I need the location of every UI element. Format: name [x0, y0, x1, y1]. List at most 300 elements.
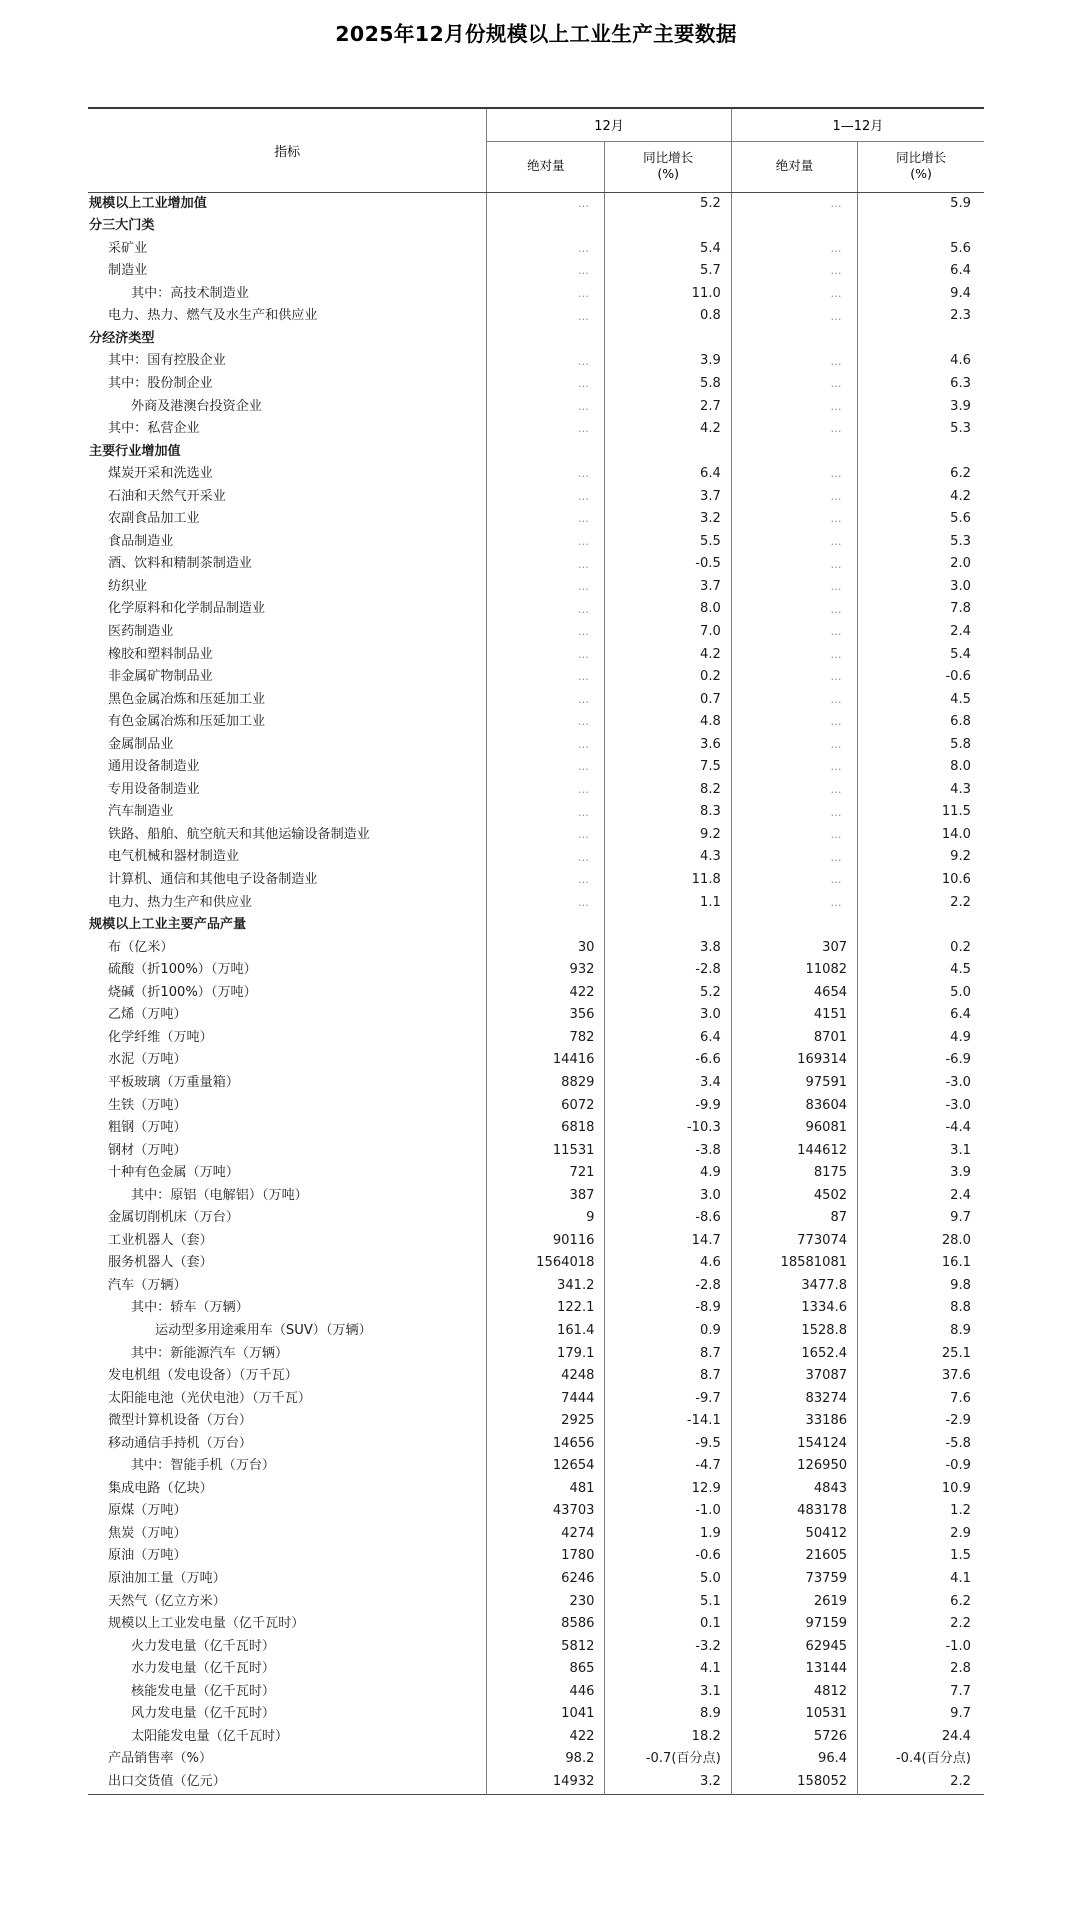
row-indicator-label: 汽车（万辆）: [88, 1275, 487, 1298]
row-indicator-label: 规模以上工业增加值: [88, 192, 487, 215]
cell-cumulative-absolute: 33186: [731, 1410, 857, 1433]
yoy-label-line1: 同比增长: [643, 150, 694, 166]
table-bottom-rule: [88, 1794, 984, 1795]
table-row: [88, 283, 984, 306]
cell-month-absolute: …: [487, 463, 605, 486]
table-row: [88, 373, 984, 396]
cell-cumulative-yoy: 9.2: [950, 849, 971, 865]
row-indicator-label: 铁路、船舶、航空航天和其他运输设备制造业: [88, 824, 487, 847]
cell-month-yoy: 3.2: [605, 1771, 731, 1794]
cell-month-absolute: 721: [487, 1162, 605, 1185]
cell-month-yoy: 0.8: [605, 305, 731, 328]
cell-month-absolute: 1564018: [487, 1252, 605, 1275]
cell-cumulative-yoy: 5.8: [950, 736, 971, 752]
column-header-month: 12月: [487, 109, 732, 142]
cell-cumulative-yoy: -0.6: [945, 669, 971, 685]
cell-cumulative-yoy: -3.0: [945, 1074, 971, 1090]
cell-cumulative-yoy: 4.6: [950, 353, 971, 369]
cell-month-absolute: …: [487, 373, 605, 396]
row-indicator-label: 制造业: [88, 260, 487, 283]
cell-cumulative-absolute: …: [731, 892, 857, 915]
header-period-row: [88, 109, 984, 142]
cell-cumulative-yoy: 5.6: [950, 511, 971, 527]
row-indicator-label: 黑色金属冶炼和压延加工业: [88, 689, 487, 712]
table-row: [88, 1410, 984, 1433]
cell-cumulative-yoy: 6.8: [950, 714, 971, 730]
cell-month-absolute: 865: [487, 1658, 605, 1681]
table-row: [88, 847, 984, 870]
cell-month-absolute: …: [487, 711, 605, 734]
table-row: [88, 1388, 984, 1411]
column-header-cumulative: 1—12月: [731, 109, 984, 142]
cell-cumulative-yoy: -2.9: [945, 1413, 971, 1429]
table-row: [88, 801, 984, 824]
table-row: [88, 1207, 984, 1230]
cell-cumulative-yoy: -3.0: [945, 1097, 971, 1113]
cell-cumulative-absolute: 773074: [731, 1230, 857, 1253]
cell-month-absolute: …: [487, 621, 605, 644]
cell-cumulative-yoy: 2.2: [950, 1616, 971, 1632]
cell-month-yoy: 3.6: [605, 734, 731, 757]
cell-cumulative-absolute: 3477.8: [731, 1275, 857, 1298]
cell-cumulative-yoy: 28.0: [941, 1232, 971, 1248]
statistics-table-container: [0, 49, 1072, 1795]
cell-month-yoy: 4.2: [605, 644, 731, 667]
cell-month-absolute: …: [487, 351, 605, 374]
cell-cumulative-yoy: 6.2: [950, 1593, 971, 1609]
cell-month-yoy: 14.7: [605, 1230, 731, 1253]
row-indicator-label: 风力发电量（亿千瓦时）: [88, 1703, 487, 1726]
cell-cumulative-absolute: 96081: [731, 1117, 857, 1140]
cell-cumulative-yoy: 25.1: [941, 1345, 971, 1361]
cell-month-yoy: 0.1: [605, 1613, 731, 1636]
table-row: [88, 1162, 984, 1185]
table-row: [88, 238, 984, 261]
cell-month-yoy: 8.3: [605, 801, 731, 824]
cell-month-yoy: 11.0: [605, 283, 731, 306]
cell-month-absolute: 14932: [487, 1771, 605, 1794]
cell-month-absolute: 14416: [487, 1049, 605, 1072]
cell-cumulative-absolute: 97159: [731, 1613, 857, 1636]
cell-month-yoy: 0.7: [605, 689, 731, 712]
cell-cumulative-yoy: 4.2: [950, 488, 971, 504]
row-indicator-label: 分经济类型: [88, 328, 487, 351]
cell-month-absolute: 14656: [487, 1433, 605, 1456]
table-row: [88, 1500, 984, 1523]
cell-month-yoy: 0.9: [605, 1320, 731, 1343]
cell-month-yoy: 5.1: [605, 1591, 731, 1614]
row-indicator-label: 汽车制造业: [88, 801, 487, 824]
table-row: [88, 1703, 984, 1726]
row-indicator-label: 水力发电量（亿千瓦时）: [88, 1658, 487, 1681]
cell-cumulative-absolute: 21605: [731, 1546, 857, 1569]
table-row: [88, 305, 984, 328]
cell-cumulative-yoy: 2.2: [950, 894, 971, 910]
table-row: [88, 621, 984, 644]
table-row: [88, 463, 984, 486]
cell-month-yoy: 7.0: [605, 621, 731, 644]
cell-month-yoy: -2.8: [605, 1275, 731, 1298]
cell-month-absolute: 422: [487, 1726, 605, 1749]
cell-cumulative-absolute: …: [731, 847, 857, 870]
cell-cumulative-absolute: 169314: [731, 1049, 857, 1072]
cell-cumulative-yoy: 6.2: [950, 466, 971, 482]
cell-month-absolute: …: [487, 238, 605, 261]
row-indicator-label: 产品销售率（%）: [88, 1748, 487, 1771]
cell-cumulative-yoy: 3.1: [950, 1142, 971, 1158]
table-row: [88, 1049, 984, 1072]
table-row: [88, 1117, 984, 1140]
table-row: [88, 959, 984, 982]
cell-month-absolute: 932: [487, 959, 605, 982]
cell-cumulative-absolute: 2619: [731, 1591, 857, 1614]
cell-cumulative-absolute: …: [731, 756, 857, 779]
cell-month-absolute: 7444: [487, 1388, 605, 1411]
cell-month-absolute: 122.1: [487, 1297, 605, 1320]
cell-month-absolute: …: [487, 644, 605, 667]
cell-cumulative-absolute: 97591: [731, 1072, 857, 1095]
cell-month-absolute: …: [487, 553, 605, 576]
row-indicator-label: 原油（万吨）: [88, 1546, 487, 1569]
cell-cumulative-yoy: -0.9: [945, 1458, 971, 1474]
table-row: [88, 1320, 984, 1343]
cell-month-yoy: 4.9: [605, 1162, 731, 1185]
column-header-month-yoy: [605, 141, 731, 192]
cell-month-absolute: 161.4: [487, 1320, 605, 1343]
cell-month-absolute: …: [487, 508, 605, 531]
cell-month-absolute: …: [487, 666, 605, 689]
cell-month-absolute: 8829: [487, 1072, 605, 1095]
cell-cumulative-absolute: 4812: [731, 1681, 857, 1704]
table-row: [88, 869, 984, 892]
row-indicator-label: 其中：轿车（万辆）: [88, 1297, 487, 1320]
row-indicator-label: 运动型多用途乘用车（SUV）（万辆）: [88, 1320, 487, 1343]
cell-cumulative-absolute: 158052: [731, 1771, 857, 1794]
cell-cumulative-yoy: 3.0: [950, 578, 971, 594]
row-indicator-label: 钢材（万吨）: [88, 1140, 487, 1163]
row-indicator-label: 电力、热力、燃气及水生产和供应业: [88, 305, 487, 328]
table-row: [88, 1636, 984, 1659]
row-indicator-label: 核能发电量（亿千瓦时）: [88, 1681, 487, 1704]
table-row: [88, 1275, 984, 1298]
cell-cumulative-absolute: 13144: [731, 1658, 857, 1681]
cell-month-yoy: 3.9: [605, 351, 731, 374]
table-row: [88, 1297, 984, 1320]
cell-month-yoy: -0.7(百分点): [605, 1748, 731, 1771]
cell-month-absolute: …: [487, 847, 605, 870]
table-row: [88, 1230, 984, 1253]
cell-cumulative-absolute: …: [731, 531, 857, 554]
table-row: [88, 486, 984, 509]
row-indicator-label: 规模以上工业主要产品产量: [88, 914, 487, 937]
cell-cumulative-absolute: 83274: [731, 1388, 857, 1411]
cell-cumulative-absolute: 144612: [731, 1140, 857, 1163]
cell-cumulative-absolute: 18581081: [731, 1252, 857, 1275]
cell-cumulative-yoy: 1.5: [950, 1548, 971, 1564]
cell-cumulative-absolute: 4654: [731, 982, 857, 1005]
cell-cumulative-absolute: 8701: [731, 1027, 857, 1050]
row-indicator-label: 布（亿米）: [88, 937, 487, 960]
table-row: [88, 215, 984, 238]
row-indicator-label: 外商及港澳台投资企业: [88, 396, 487, 419]
cell-month-yoy: 3.8: [605, 937, 731, 960]
cell-cumulative-absolute: [731, 441, 857, 464]
cell-month-yoy: 7.5: [605, 756, 731, 779]
table-row: [88, 553, 984, 576]
table-row: [88, 1252, 984, 1275]
cell-month-yoy: 5.4: [605, 238, 731, 261]
cell-month-absolute: …: [487, 283, 605, 306]
cell-cumulative-absolute: …: [731, 486, 857, 509]
cell-cumulative-yoy: 3.9: [950, 398, 971, 414]
row-indicator-label: 发电机组（发电设备）（万千瓦）: [88, 1365, 487, 1388]
cell-month-absolute: [487, 441, 605, 464]
table-row: [88, 1726, 984, 1749]
cell-month-absolute: …: [487, 599, 605, 622]
row-indicator-label: 其中：原铝（电解铝）（万吨）: [88, 1185, 487, 1208]
cell-cumulative-absolute: 83604: [731, 1095, 857, 1118]
cell-cumulative-absolute: [731, 914, 857, 937]
cell-month-yoy: 6.4: [605, 463, 731, 486]
table-row: [88, 1185, 984, 1208]
cell-cumulative-yoy: 7.8: [950, 601, 971, 617]
cell-month-absolute: 90116: [487, 1230, 605, 1253]
cell-cumulative-absolute: 1528.8: [731, 1320, 857, 1343]
cell-cumulative-absolute: …: [731, 666, 857, 689]
cell-cumulative-absolute: …: [731, 824, 857, 847]
cell-month-absolute: …: [487, 756, 605, 779]
cell-month-yoy: 0.2: [605, 666, 731, 689]
cell-cumulative-absolute: 73759: [731, 1568, 857, 1591]
cell-month-yoy: -1.0: [605, 1500, 731, 1523]
cell-month-absolute: 4248: [487, 1365, 605, 1388]
cell-month-yoy: 4.1: [605, 1658, 731, 1681]
cell-cumulative-yoy: 11.5: [941, 804, 971, 820]
row-indicator-label: 金属制品业: [88, 734, 487, 757]
cell-month-yoy: 8.7: [605, 1365, 731, 1388]
table-footer: [88, 1794, 984, 1795]
cell-month-yoy: -4.7: [605, 1455, 731, 1478]
cell-month-absolute: 6818: [487, 1117, 605, 1140]
row-indicator-label: 采矿业: [88, 238, 487, 261]
row-indicator-label: 橡胶和塑料制品业: [88, 644, 487, 667]
cell-cumulative-yoy: 37.6: [941, 1368, 971, 1384]
table-row: [88, 1613, 984, 1636]
cell-cumulative-yoy: 4.3: [950, 781, 971, 797]
cell-cumulative-yoy: 5.0: [950, 984, 971, 1000]
cell-cumulative-yoy: [858, 215, 984, 238]
row-indicator-label: 煤炭开采和洗选业: [88, 463, 487, 486]
cell-cumulative-yoy: 5.3: [950, 421, 971, 437]
column-header-month-absolute: 绝对量: [487, 141, 605, 192]
cell-month-absolute: 12654: [487, 1455, 605, 1478]
cell-month-absolute: 5812: [487, 1636, 605, 1659]
cell-cumulative-absolute: …: [731, 305, 857, 328]
cell-month-yoy: -3.8: [605, 1140, 731, 1163]
cell-cumulative-yoy: [858, 441, 984, 464]
cell-month-yoy: -6.6: [605, 1049, 731, 1072]
cell-cumulative-yoy: 5.4: [950, 646, 971, 662]
cell-month-yoy: 5.8: [605, 373, 731, 396]
cell-month-absolute: …: [487, 734, 605, 757]
table-row: [88, 351, 984, 374]
table-row: [88, 1568, 984, 1591]
cell-cumulative-absolute: …: [731, 644, 857, 667]
cell-cumulative-yoy: 6.4: [950, 1007, 971, 1023]
cell-month-yoy: -0.5: [605, 553, 731, 576]
cell-cumulative-yoy: 4.5: [950, 962, 971, 978]
cell-cumulative-absolute: …: [731, 621, 857, 644]
cell-month-yoy: 1.9: [605, 1523, 731, 1546]
cell-month-yoy: [605, 441, 731, 464]
row-indicator-label: 其中：私营企业: [88, 418, 487, 441]
row-indicator-label: 太阳能发电量（亿千瓦时）: [88, 1726, 487, 1749]
cell-cumulative-yoy: [858, 328, 984, 351]
cell-month-yoy: 1.1: [605, 892, 731, 915]
cell-cumulative-yoy: 2.9: [950, 1525, 971, 1541]
cell-cumulative-yoy: 8.8: [950, 1300, 971, 1316]
row-indicator-label: 计算机、通信和其他电子设备制造业: [88, 869, 487, 892]
cell-cumulative-yoy: 2.4: [950, 624, 971, 640]
cell-cumulative-yoy: 3.9: [950, 1165, 971, 1181]
cell-month-yoy: 4.8: [605, 711, 731, 734]
cell-cumulative-absolute: 4502: [731, 1185, 857, 1208]
cell-month-yoy: -9.5: [605, 1433, 731, 1456]
cell-cumulative-yoy: 5.9: [950, 195, 971, 211]
cell-cumulative-yoy: 5.3: [950, 533, 971, 549]
cell-cumulative-yoy: 9.7: [950, 1706, 971, 1722]
row-indicator-label: 平板玻璃（万重量箱）: [88, 1072, 487, 1095]
row-indicator-label: 原煤（万吨）: [88, 1500, 487, 1523]
row-indicator-label: 其中：智能手机（万台）: [88, 1455, 487, 1478]
cell-cumulative-yoy: 2.2: [950, 1773, 971, 1789]
cell-month-absolute: 11531: [487, 1140, 605, 1163]
cell-cumulative-absolute: 8175: [731, 1162, 857, 1185]
cell-cumulative-yoy: 4.1: [950, 1570, 971, 1586]
cell-cumulative-absolute: …: [731, 576, 857, 599]
row-indicator-label: 出口交货值（亿元）: [88, 1771, 487, 1794]
row-indicator-label: 主要行业增加值: [88, 441, 487, 464]
row-indicator-label: 硫酸（折100%）（万吨）: [88, 959, 487, 982]
cell-month-yoy: [605, 215, 731, 238]
cell-month-yoy: 5.2: [605, 192, 731, 215]
row-indicator-label: 粗钢（万吨）: [88, 1117, 487, 1140]
table-body: [88, 192, 984, 1794]
row-indicator-label: 化学纤维（万吨）: [88, 1027, 487, 1050]
table-row: [88, 531, 984, 554]
table-row: [88, 689, 984, 712]
row-indicator-label: 烧碱（折100%）（万吨）: [88, 982, 487, 1005]
cell-month-yoy: [605, 328, 731, 351]
cell-cumulative-absolute: [731, 328, 857, 351]
cell-cumulative-yoy: 8.0: [950, 759, 971, 775]
cell-cumulative-absolute: …: [731, 396, 857, 419]
yoy-label-line2: (%): [657, 165, 679, 181]
table-row: [88, 1004, 984, 1027]
cell-cumulative-absolute: …: [731, 599, 857, 622]
cell-month-yoy: 8.7: [605, 1343, 731, 1366]
table-header: [88, 108, 984, 193]
cell-month-absolute: 422: [487, 982, 605, 1005]
row-indicator-label: 有色金属冶炼和压延加工业: [88, 711, 487, 734]
cell-cumulative-absolute: …: [731, 260, 857, 283]
yoy-label-line1: 同比增长: [896, 150, 947, 166]
cell-cumulative-yoy: -6.9: [945, 1052, 971, 1068]
cell-cumulative-yoy: 4.5: [950, 691, 971, 707]
cell-month-absolute: …: [487, 192, 605, 215]
cell-month-yoy: 4.6: [605, 1252, 731, 1275]
cell-month-yoy: -8.6: [605, 1207, 731, 1230]
cell-cumulative-absolute: 11082: [731, 959, 857, 982]
cell-month-absolute: 387: [487, 1185, 605, 1208]
table-row: [88, 1591, 984, 1614]
cell-month-yoy: 9.2: [605, 824, 731, 847]
cell-month-yoy: 3.2: [605, 508, 731, 531]
row-indicator-label: 农副食品加工业: [88, 508, 487, 531]
cell-month-yoy: 5.5: [605, 531, 731, 554]
table-row: [88, 756, 984, 779]
table-row: [88, 396, 984, 419]
row-indicator-label: 其中：高技术制造业: [88, 283, 487, 306]
row-indicator-label: 酒、饮料和精制茶制造业: [88, 553, 487, 576]
cell-cumulative-absolute: 62945: [731, 1636, 857, 1659]
cell-cumulative-absolute: 307: [731, 937, 857, 960]
cell-cumulative-yoy: -5.8: [945, 1435, 971, 1451]
cell-cumulative-absolute: …: [731, 508, 857, 531]
cell-month-absolute: 4274: [487, 1523, 605, 1546]
table-row: [88, 260, 984, 283]
cell-month-yoy: 3.0: [605, 1004, 731, 1027]
cell-month-yoy: 8.2: [605, 779, 731, 802]
table-row: [88, 734, 984, 757]
cell-cumulative-absolute: 87: [731, 1207, 857, 1230]
cell-cumulative-absolute: 4843: [731, 1478, 857, 1501]
cell-cumulative-yoy: 6.4: [950, 263, 971, 279]
table-row: [88, 599, 984, 622]
table-row: [88, 1523, 984, 1546]
row-indicator-label: 工业机器人（套）: [88, 1230, 487, 1253]
row-indicator-label: 乙烯（万吨）: [88, 1004, 487, 1027]
table-row: [88, 711, 984, 734]
cell-month-absolute: …: [487, 869, 605, 892]
cell-cumulative-yoy: -4.4: [945, 1120, 971, 1136]
cell-cumulative-absolute: 126950: [731, 1455, 857, 1478]
row-indicator-label: 服务机器人（套）: [88, 1252, 487, 1275]
cell-month-absolute: 446: [487, 1681, 605, 1704]
cell-month-absolute: 341.2: [487, 1275, 605, 1298]
cell-cumulative-yoy: 6.3: [950, 376, 971, 391]
cell-month-absolute: 356: [487, 1004, 605, 1027]
cell-cumulative-yoy: 9.4: [950, 285, 971, 301]
table-row: [88, 441, 984, 464]
cell-cumulative-absolute: 37087: [731, 1365, 857, 1388]
cell-cumulative-yoy: 2.0: [950, 556, 971, 572]
cell-month-yoy: -10.3: [605, 1117, 731, 1140]
row-indicator-label: 其中：新能源汽车（万辆）: [88, 1343, 487, 1366]
cell-cumulative-absolute: …: [731, 238, 857, 261]
cell-month-yoy: 3.7: [605, 486, 731, 509]
row-indicator-label: 其中：国有控股企业: [88, 351, 487, 374]
cell-cumulative-absolute: 154124: [731, 1433, 857, 1456]
row-indicator-label: 生铁（万吨）: [88, 1095, 487, 1118]
cell-month-absolute: 98.2: [487, 1748, 605, 1771]
cell-cumulative-absolute: …: [731, 351, 857, 374]
table-row: [88, 1072, 984, 1095]
table-row: [88, 1748, 984, 1771]
table-row: [88, 1140, 984, 1163]
cell-month-absolute: …: [487, 779, 605, 802]
row-indicator-label: 微型计算机设备（万台）: [88, 1410, 487, 1433]
